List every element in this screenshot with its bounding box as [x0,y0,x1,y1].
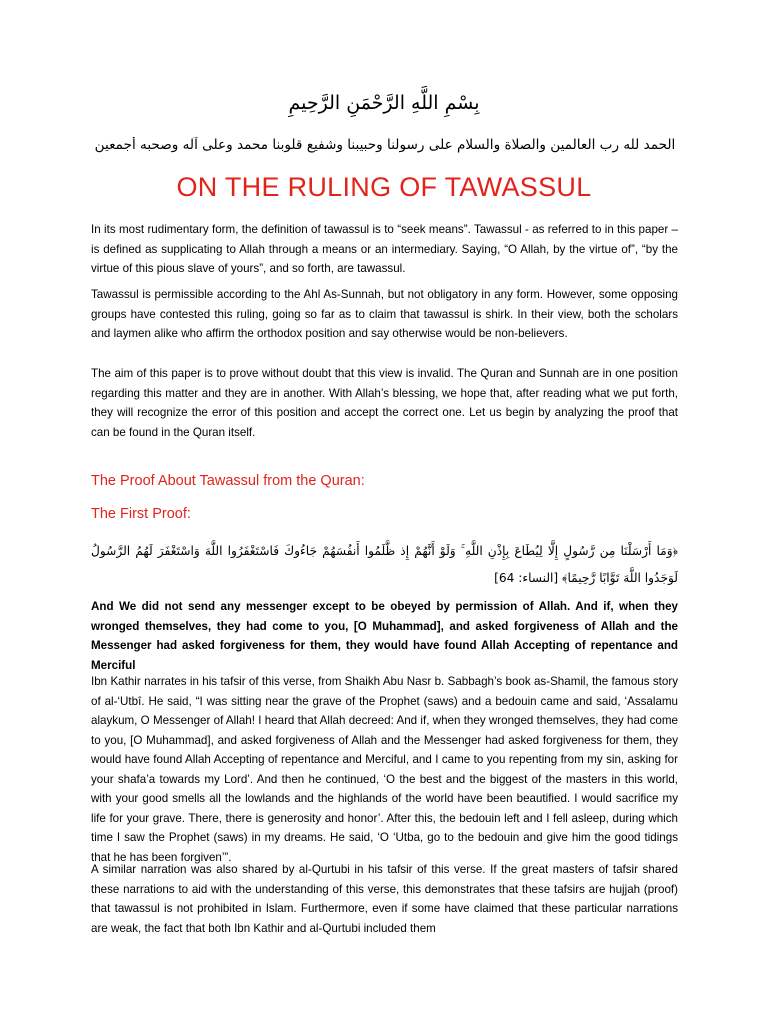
document-title: ON THE RULING OF TAWASSUL [176,172,592,202]
section-heading: The Proof About Tawassul from the Quran: [91,473,365,489]
section-subheading: The First Proof: [91,506,191,522]
basmala: بِسْمِ اللَّهِ الرَّحْمَنِ الرَّحِيمِ [288,92,480,114]
tafsir-paragraph-2: A similar narration was also shared by al-Qurtubi in his tafsir of this verse. If the great masters of tafsir shared these narrations to aid with the understanding of this verse, this demonstrates that these tafsirs are hujjah (proof) that tawassul is not prohibited in Islam. Furthermore, even if some have claimed that these particular narrations are weak, the fact that both Ibn Kathir and al-Qurtubi included them [91,863,678,935]
tafsir-paragraph-1: Ibn Kathir narrates in his tafsir of this verse, from Shaikh Abu Nasr b. Sabbagh’s book as-Shamil, the famous story of al-‘Utbî. He said, “I was sitting near the grave of the Prophet (saws) and a bedouin came and said, ‘Assalamu alaykum, O Messenger of Allah! I heard that Allah decreed: And if, when they wronged themselves, they had come to you, [O Muhammad], and asked forgiveness of Allah and the Messenger had asked forgiveness for them, they would have found Allah Accepting of repentance and Merciful, and I came to you repenting from my sin, asking for your shafa’a towards my Lord’. And then he continued, ‘O the best and the biggest of the masters in this world, with your good smells all the lowlands and the highlands of the world have been beautified. I would sacrifice my life for your grave. There, there is generosity and honor’. After this, the bedouin left and I fell asleep, during which time I saw the Prophet (saws) in my dreams. He said, ‘O ‘Utba, go to the bedouin and give him the good tidings that he has been forgiven’”. [91,675,678,864]
intro-paragraph-1: In its most rudimentary form, the definition of tawassul is to “seek means”. Tawassul - as referred to in this paper – is defined as supplicating to Allah through a means or an intermediary. Saying, “O Allah, by the virtue of”, “by the virtue of this pious slave of yours”, and so forth, are tawassul. [91,223,678,275]
opening-praise: الحمد لله رب العالمين والصلاة والسلام على رسولنا وحبيبنا وشفيع قلوبنا محمد وعلى آله وصحبه أجمعين [94,137,676,153]
intro-paragraph-3: The aim of this paper is to prove without doubt that this view is invalid. The Quran and Sunnah are in one position regarding this matter and they are in another. With Allah’s blessing, we hope that, after reading what we put forth, they will recognize the error of this position and accept the correct one. Let us begin by analyzing the proof that can be found in the Quran itself. [91,367,678,439]
intro-paragraph-2: Tawassul is permissible according to the Ahl As-Sunnah, but not obligatory in any form. However, some opposing groups have contested this ruling, going so far as to claim that tawassul is shirk. In their view, both the scholars and laymen alike who affirm the orthodox position and say otherwise would be non-believers. [91,288,678,340]
verse-translation: And We did not send any messenger except to be obeyed by permission of Allah. And if, when they wronged themselves, they had come to you, [O Muhammad], and asked forgiveness of Allah and the Messenger had asked forgiveness for them, they would have found Allah Accepting of repentance and Merciful [91,600,678,672]
quran-verse-arabic: ﴿وَمَا أَرْسَلْنَا مِن رَّسُولٍ إِلَّا لِيُطَاعَ بِإِذْنِ اللَّهِ ۚ وَلَوْ أَنَّهُمْ إِذ ظَّلَمُوا أَنفُسَهُمْ جَاءُوكَ فَاسْتَغْفَرُوا اللَّهَ وَاسْتَغْفَرَ لَهُمُ الرَّسُولُ لَوَجَدُوا اللَّهَ تَوَّابًا رَّحِيمًا﴾ [النساء: 64] [91,544,678,585]
